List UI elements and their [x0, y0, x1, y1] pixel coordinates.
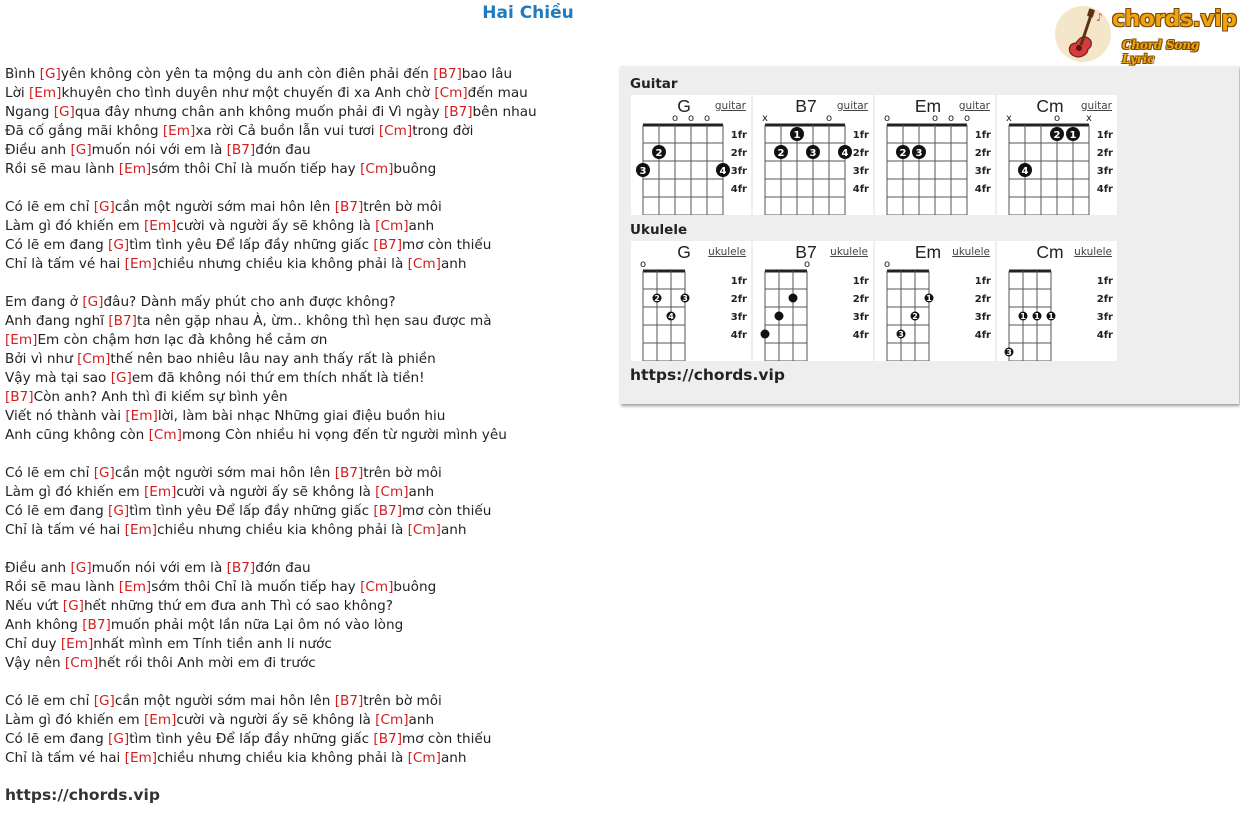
chord-label[interactable]: [B7]	[5, 389, 34, 405]
open-string-marker: o	[639, 259, 647, 270]
lyric-text: tìm tình yêu Để lấp đầy những giấc	[129, 731, 374, 747]
fret-label: 3fr	[1096, 312, 1113, 323]
fret-label: 1fr	[852, 130, 869, 141]
lyric-text: lời, làm bài nhạc Những giai điệu buồn hiu	[157, 408, 446, 424]
fret-label: 2fr	[730, 294, 747, 305]
muted-string-marker: x	[1086, 113, 1092, 124]
instrument-link[interactable]: guitar	[714, 100, 746, 112]
lyric-line	[5, 730, 605, 749]
open-string-marker: o	[803, 259, 811, 270]
lyric-text: anh	[408, 712, 435, 728]
fret-label: 4fr	[730, 330, 747, 341]
fret-label: 3fr	[1096, 166, 1113, 177]
fret-label: 1fr	[1096, 130, 1113, 141]
lyric-line	[5, 103, 605, 122]
lyric-line	[5, 255, 605, 274]
lyric-line	[5, 293, 605, 312]
lyric-text: Điều anh	[5, 142, 71, 158]
lyric-text: Chỉ là tấm vé hai	[5, 750, 125, 766]
instrument-link[interactable]: ukulele	[830, 246, 868, 258]
open-string-marker: o	[931, 113, 939, 124]
site-logo[interactable]	[1054, 3, 1237, 66]
finger-dot	[775, 312, 784, 321]
chord-label[interactable]: [Em]	[29, 85, 62, 101]
chord-label[interactable]: [Cm]	[375, 484, 409, 500]
muted-string-marker: x	[1006, 113, 1012, 124]
open-string-marker: o	[963, 113, 971, 124]
guitar-heading: Guitar	[630, 76, 678, 92]
lyric-text: sớm thôi Chỉ là muốn tiếp hay	[151, 579, 361, 595]
fret-label: 3fr	[974, 312, 991, 323]
lyric-text: tìm tình yêu Để lấp đầy những giấc	[129, 503, 374, 519]
logo-text: chords.vip	[1112, 7, 1237, 32]
ukulele-chord-diagram[interactable]	[631, 241, 751, 361]
lyric-text: anh	[408, 218, 435, 234]
finger-number: 3	[898, 330, 904, 339]
chord-label[interactable]: [Em]	[118, 161, 152, 177]
lyric-line	[5, 160, 605, 179]
lyric-text: anh	[408, 484, 435, 500]
finger-dot	[761, 330, 770, 339]
instrument-link[interactable]: ukulele	[1074, 246, 1112, 258]
lyric-line	[5, 445, 605, 464]
chord-label[interactable]: [G]	[93, 199, 115, 215]
lyric-text: Vậy nên	[5, 655, 65, 671]
lyric-line	[5, 711, 605, 730]
lyric-text: anh	[440, 750, 467, 766]
finger-number: 4	[1021, 165, 1029, 177]
lyric-text: Bình	[5, 66, 40, 82]
chord-label[interactable]: [Em]	[124, 750, 158, 766]
finger-number: 2	[777, 147, 785, 159]
lyrics-block	[5, 65, 605, 768]
lyric-text: Còn anh? Anh thì đi kiếm sự bình yên	[33, 389, 288, 405]
open-string-marker: o	[687, 113, 695, 124]
chord-label[interactable]: [B7]	[82, 617, 111, 633]
chord-name: B7	[795, 96, 817, 116]
lyric-text: trong đời	[412, 123, 474, 139]
lyric-text: Làm gì đó khiến em	[5, 484, 144, 500]
chord-label[interactable]: [Em]	[124, 256, 158, 272]
guitar-chord-diagram[interactable]	[875, 95, 995, 215]
chord-name: Em	[914, 96, 942, 116]
lyric-line	[5, 331, 605, 350]
lyric-line	[5, 692, 605, 711]
ukulele-heading: Ukulele	[630, 222, 688, 238]
lyric-text: Em đang ở	[5, 294, 83, 310]
lyric-line	[5, 654, 605, 673]
lyric-line	[5, 274, 605, 293]
fret-label: 3fr	[852, 166, 869, 177]
lyric-line	[5, 483, 605, 502]
chord-name: G	[677, 96, 691, 116]
lyric-text: đớn đau	[255, 560, 311, 576]
fret-label: 2fr	[852, 148, 869, 159]
lyric-text: bên nhau	[472, 104, 537, 120]
fret-label: 2fr	[974, 148, 991, 159]
lyric-text: yên không còn yên ta mộng du anh còn điên phải đến	[60, 66, 434, 82]
chord-label[interactable]: [B7]	[226, 142, 256, 158]
chord-label[interactable]: [B7]	[226, 560, 256, 576]
finger-number: 1	[793, 129, 801, 141]
chord-label[interactable]: [Cm]	[434, 85, 468, 101]
lyric-text: muốn nói với em là	[91, 142, 227, 158]
logo-tagline: Chord Song Lyric	[1122, 38, 1199, 66]
lyric-text: đến mau	[467, 85, 528, 101]
lyric-text: Làm gì đó khiến em	[5, 218, 144, 234]
chord-label[interactable]: [Cm]	[407, 750, 441, 766]
chord-label[interactable]: [Cm]	[375, 218, 409, 234]
lyric-text: đâu? Dành mấy phút cho anh được không?	[103, 294, 396, 310]
finger-number: 2	[912, 312, 918, 321]
lyric-text: chiều nhưng chiều kia không phải là	[157, 750, 408, 766]
lyric-line	[5, 217, 605, 236]
chord-label[interactable]: [Em]	[60, 636, 94, 652]
lyric-text: anh	[440, 522, 467, 538]
lyric-text: mơ còn thiếu	[402, 503, 492, 519]
chord-label[interactable]: [Em]	[143, 484, 177, 500]
open-string-marker: o	[883, 259, 891, 270]
lyric-text: Rồi sẽ mau lành	[5, 579, 119, 595]
fret-label: 1fr	[730, 276, 747, 287]
lyric-line	[5, 65, 605, 84]
chord-name: G	[677, 242, 691, 262]
lyric-text: khuyên cho tình duyên như một chuyến đi xa Anh chờ	[61, 85, 435, 101]
open-string-marker: o	[1053, 113, 1061, 124]
ukulele-chord-diagram[interactable]	[875, 241, 995, 361]
fret-label: 1fr	[1096, 276, 1113, 287]
lyric-text: Có lẽ em đang	[5, 731, 109, 747]
lyric-text: muốn nói với em là	[91, 560, 227, 576]
lyric-text: Em còn chậm hơn lạc đà không hề cảm ơn	[37, 332, 328, 348]
lyric-line	[5, 521, 605, 540]
lyric-line	[5, 464, 605, 483]
lyric-line	[5, 312, 605, 331]
fret-label: 3fr	[974, 166, 991, 177]
finger-number: 2	[1053, 129, 1061, 141]
lyric-text: đớn đau	[255, 142, 311, 158]
lyric-text: Viết nó thành vài	[5, 408, 126, 424]
lyric-line	[5, 749, 605, 768]
lyric-line	[5, 369, 605, 388]
chord-label[interactable]: [Cm]	[378, 123, 413, 139]
song-title: Hai Chiều	[482, 3, 574, 23]
lyric-line	[5, 350, 605, 369]
lyric-text: Có lẽ em chỉ	[5, 199, 94, 215]
finger-number: 2	[654, 294, 660, 303]
chord-label[interactable]: [Cm]	[407, 256, 441, 272]
instrument-link[interactable]: guitar	[958, 100, 990, 112]
open-string-marker: o	[825, 113, 833, 124]
chord-label[interactable]: [Cm]	[375, 712, 409, 728]
lyric-text: Chỉ là tấm vé hai	[5, 522, 125, 538]
finger-number: 3	[1006, 348, 1012, 357]
lyric-line	[5, 84, 605, 103]
chord-label[interactable]: [B7]	[433, 66, 462, 82]
finger-number: 1	[926, 294, 932, 303]
guitar-chord-diagram[interactable]	[631, 95, 751, 215]
lyric-text: cần một người sớm mai hôn lên	[114, 693, 335, 709]
chord-label[interactable]: [G]	[70, 142, 92, 158]
finger-number: 1	[1020, 312, 1026, 321]
lyric-line	[5, 388, 605, 407]
finger-dot	[789, 294, 798, 303]
lyric-line	[5, 179, 605, 198]
lyric-text: Nếu vứt	[5, 598, 63, 614]
chord-label[interactable]: [Cm]	[64, 655, 99, 671]
lyric-text: cười và người ấy sẽ không là	[176, 484, 376, 500]
fret-label: 1fr	[730, 130, 747, 141]
fret-label: 4fr	[1096, 184, 1113, 195]
chord-name: Cm	[1036, 242, 1064, 262]
lyric-text: chiều nhưng chiều kia không phải là	[157, 256, 408, 272]
fret-label: 4fr	[974, 330, 991, 341]
fret-label: 2fr	[852, 294, 869, 305]
lyric-text: Đã cố gắng mãi không	[5, 123, 163, 139]
lyric-line	[5, 426, 605, 445]
lyric-text: cười và người ấy sẽ không là	[176, 218, 376, 234]
lyric-text: Anh không	[5, 617, 83, 633]
lyric-text: Có lẽ em chỉ	[5, 465, 94, 481]
finger-number: 1	[1069, 129, 1077, 141]
lyric-text: hết những thứ em đưa anh Thì có sao không?	[83, 598, 394, 614]
fret-label: 2fr	[730, 148, 747, 159]
lyric-line	[5, 635, 605, 654]
lyric-text: buông	[393, 579, 437, 595]
finger-number: 4	[841, 147, 849, 159]
chord-label[interactable]: [G]	[108, 731, 130, 747]
chord-label[interactable]: [B7]	[108, 313, 137, 329]
chord-label[interactable]: [G]	[110, 370, 132, 386]
lyric-text: qua đây nhưng chân anh không muốn phải đi Vì ngày	[74, 104, 444, 120]
fret-label: 4fr	[852, 184, 869, 195]
chord-label[interactable]: [G]	[70, 560, 92, 576]
lyric-line	[5, 616, 605, 635]
chord-label[interactable]: [Cm]	[407, 522, 441, 538]
lyric-text: muốn phải một lần nữa Lại ôm nó vào lòng	[110, 617, 404, 633]
lyric-line	[5, 407, 605, 426]
finger-number: 3	[915, 147, 923, 159]
lyric-text: ta nên gặp nhau À, ừm.. không thì hẹn sau được mà	[136, 313, 492, 329]
lyric-text: chiều nhưng chiều kia không phải là	[157, 522, 408, 538]
lyric-text: Bởi vì như	[5, 351, 78, 367]
lyric-text: trên bờ môi	[363, 199, 442, 215]
lyric-text: nhất mình em Tính tiền anh li nước	[93, 636, 332, 652]
lyric-line	[5, 597, 605, 616]
lyric-text: Ngang	[5, 104, 54, 120]
fret-label: 2fr	[974, 294, 991, 305]
lyric-text: Có lẽ em đang	[5, 503, 109, 519]
chord-label[interactable]: [G]	[82, 294, 104, 310]
lyric-text: Anh cũng không còn	[5, 427, 149, 443]
lyric-text: hết rồi thôi Anh mời em đi trước	[98, 655, 316, 671]
lyric-text: Chỉ duy	[5, 636, 61, 652]
lyric-text: buông	[393, 161, 437, 177]
lyric-text: cần một người sớm mai hôn lên	[114, 465, 335, 481]
finger-number: 4	[668, 312, 674, 321]
finger-number: 3	[639, 165, 647, 177]
guitar-chord-diagram[interactable]	[997, 95, 1117, 215]
lyric-line	[5, 502, 605, 521]
chord-diagram-panel	[620, 66, 1239, 404]
fret-label: 1fr	[974, 276, 991, 287]
lyric-text: Vậy mà tại sao	[5, 370, 111, 386]
finger-number: 2	[655, 147, 663, 159]
fret-label: 1fr	[852, 276, 869, 287]
lyric-line	[5, 540, 605, 559]
open-string-marker: o	[703, 113, 711, 124]
chord-label[interactable]: [Em]	[118, 579, 152, 595]
fret-label: 4fr	[730, 184, 747, 195]
chord-label[interactable]: [B7]	[334, 199, 364, 215]
lyric-text: Có lẽ em chỉ	[5, 693, 94, 709]
open-string-marker: o	[947, 113, 955, 124]
chord-label[interactable]: [G]	[62, 598, 84, 614]
chord-label[interactable]: [G]	[93, 693, 115, 709]
open-string-marker: o	[671, 113, 679, 124]
lyric-line	[5, 141, 605, 160]
ukulele-chord-diagram[interactable]	[997, 241, 1117, 361]
fret-label: 4fr	[974, 184, 991, 195]
chord-label[interactable]: [Em]	[143, 712, 177, 728]
chord-label[interactable]: [Cm]	[148, 427, 182, 443]
chord-label[interactable]: [G]	[39, 66, 61, 82]
lyric-line	[5, 578, 605, 597]
lyric-text: cần một người sớm mai hôn lên	[114, 199, 335, 215]
chord-label[interactable]: [Em]	[125, 408, 158, 424]
chord-label[interactable]: [Cm]	[360, 161, 394, 177]
finger-number: 1	[1048, 312, 1054, 321]
instrument-link[interactable]: ukulele	[708, 246, 746, 258]
lyric-text: trên bờ môi	[363, 465, 442, 481]
chord-name: Cm	[1036, 96, 1064, 116]
chord-label[interactable]: [Em]	[143, 218, 177, 234]
chord-label[interactable]: [B7]	[373, 731, 403, 747]
chord-label[interactable]: [G]	[53, 104, 75, 120]
muted-string-marker: x	[762, 113, 768, 124]
chord-label[interactable]: [G]	[108, 503, 130, 519]
lyric-text: mơ còn thiếu	[402, 731, 492, 747]
lyric-text: Chỉ là tấm vé hai	[5, 256, 125, 272]
finger-number: 3	[809, 147, 817, 159]
lyric-text: Làm gì đó khiến em	[5, 712, 144, 728]
lyric-text: thế nên bao nhiêu lâu nay anh thấy rất là phiền	[110, 351, 436, 367]
guitar-chord-diagram[interactable]	[753, 95, 873, 215]
lyric-text: bao lâu	[461, 66, 513, 82]
chord-name: Em	[914, 242, 942, 262]
lyric-line	[5, 122, 605, 141]
fret-label: 4fr	[1096, 330, 1113, 341]
fret-label: 2fr	[1096, 294, 1113, 305]
lyric-text: tìm tình yêu Để lấp đầy những giấc	[129, 237, 374, 253]
finger-number: 4	[719, 165, 727, 177]
finger-number: 2	[899, 147, 907, 159]
chord-label[interactable]: [G]	[93, 465, 115, 481]
fret-label: 3fr	[852, 312, 869, 323]
lyric-text: Lời	[5, 85, 29, 101]
lyric-text: mong Còn nhiều hi vọng đến từ người mình yêu	[181, 427, 507, 443]
chord-label[interactable]: [B7]	[373, 503, 403, 519]
lyric-text: Rồi sẽ mau lành	[5, 161, 119, 177]
chord-label[interactable]: [Em]	[162, 123, 196, 139]
ukulele-chord-diagram[interactable]	[753, 241, 873, 361]
lyric-line	[5, 236, 605, 255]
fret-label: 3fr	[730, 312, 747, 323]
lyric-text: anh	[440, 256, 467, 272]
lyric-line	[5, 673, 605, 692]
guitar-logo-icon	[1054, 3, 1114, 63]
fret-label: 4fr	[852, 330, 869, 341]
chord-label[interactable]: [B7]	[373, 237, 403, 253]
chord-label[interactable]: [B7]	[334, 465, 364, 481]
chord-label[interactable]: [B7]	[443, 104, 473, 120]
finger-number: 1	[1034, 312, 1040, 321]
svg-text:♪: ♪	[1096, 11, 1104, 24]
lyric-text: Điều anh	[5, 560, 71, 576]
lyric-text: Có lẽ em đang	[5, 237, 109, 253]
source-link-bottom[interactable]: https://chords.vip	[5, 786, 160, 804]
lyric-text: mơ còn thiếu	[402, 237, 492, 253]
instrument-link[interactable]: guitar	[836, 100, 868, 112]
lyric-text: em đã không nói thứ em thích nhất là tiền!	[131, 370, 425, 386]
chord-label[interactable]: [B7]	[334, 693, 364, 709]
chord-label[interactable]: [G]	[108, 237, 130, 253]
fret-label: 2fr	[1096, 148, 1113, 159]
fret-label: 1fr	[974, 130, 991, 141]
chord-label[interactable]: [Em]	[124, 522, 158, 538]
lyric-text: cười và người ấy sẽ không là	[176, 712, 376, 728]
instrument-link[interactable]: guitar	[1080, 100, 1112, 112]
chord-label[interactable]: [Em]	[5, 332, 38, 348]
lyric-text: trên bờ môi	[363, 693, 442, 709]
chord-label[interactable]: [Cm]	[360, 579, 394, 595]
instrument-link[interactable]: ukulele	[952, 246, 990, 258]
lyric-line	[5, 559, 605, 578]
lyric-text: sớm thôi Chỉ là muốn tiếp hay	[151, 161, 361, 177]
lyric-text: Anh đang nghĩ	[5, 313, 109, 329]
fret-label: 3fr	[730, 166, 747, 177]
lyric-line	[5, 198, 605, 217]
chord-label[interactable]: [Cm]	[77, 351, 111, 367]
panel-source-link[interactable]: https://chords.vip	[630, 366, 785, 384]
chord-name: B7	[795, 242, 817, 262]
finger-number: 3	[682, 294, 688, 303]
lyric-text: xa rời Cả buồn lẫn vui tươi	[195, 123, 379, 139]
open-string-marker: o	[883, 113, 891, 124]
